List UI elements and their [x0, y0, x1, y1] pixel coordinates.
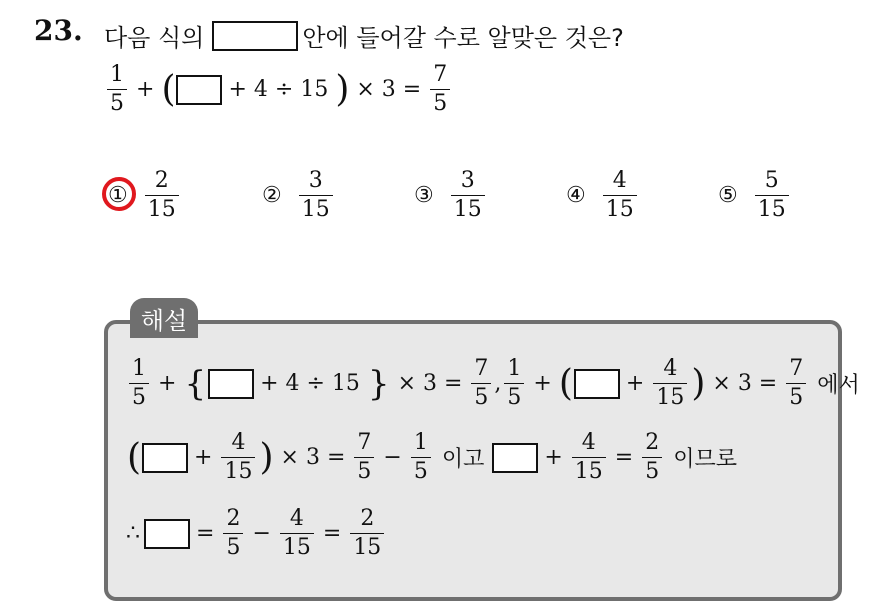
fraction: $\frac{2}{5}$ [642, 432, 662, 483]
choice-1[interactable] [108, 170, 182, 221]
right-paren: ) [691, 362, 706, 404]
fraction: $\frac{1}{5}$ [129, 358, 149, 409]
choice-label: ② [262, 183, 282, 208]
solution-line-3 [126, 508, 387, 559]
solution-title-tab: 해설 [130, 298, 198, 338]
question-prompt [104, 18, 624, 53]
times-3-equals: × 3 = [712, 371, 778, 396]
fraction: $\frac{1}{5}$ [107, 64, 127, 115]
question-equation [104, 64, 453, 115]
plus-sign: + [194, 445, 213, 470]
solution-line-1 [126, 358, 860, 409]
choice-fraction: $\frac{3}{15}$ [299, 170, 333, 221]
equals-sign: = [614, 445, 634, 470]
solution-blank-box [142, 443, 188, 473]
fraction: $\frac{4}{15}$ [653, 358, 687, 409]
choice-label: ③ [414, 183, 434, 208]
choice-label: ⑤ [718, 183, 738, 208]
times-3-equals: × 3 = [397, 371, 463, 396]
plus-4-div-15: + 4 ÷ 15 [228, 77, 329, 102]
connector-text: 이고 [441, 447, 485, 472]
choice-fraction: $\frac{2}{15}$ [145, 170, 179, 221]
choice-fraction: $\frac{3}{15}$ [451, 170, 485, 221]
choice-4[interactable] [566, 170, 640, 221]
times-3-equals: × 3 = [280, 445, 346, 470]
left-brace: { [184, 363, 207, 404]
right-paren: ) [259, 436, 274, 478]
solution-blank-box [208, 369, 254, 399]
choice-2[interactable] [262, 170, 336, 221]
solution-blank-box [492, 443, 538, 473]
therefore-symbol: ∴ [126, 521, 140, 546]
selected-answer-circle [102, 177, 136, 211]
suffix-text: 이므로 [673, 447, 737, 472]
times-3-equals: × 3 = [356, 77, 422, 102]
fraction: $\frac{4}{15}$ [221, 432, 255, 483]
equation-blank-box [176, 75, 222, 105]
solution-line-2 [126, 432, 737, 483]
solution-blank-box [144, 519, 190, 549]
plus-sign: + [136, 77, 155, 102]
choice-label: ④ [566, 183, 586, 208]
minus-sign: − [383, 445, 402, 470]
left-paren: ( [161, 68, 176, 110]
choice-fraction: $\frac{4}{15}$ [603, 170, 637, 221]
prompt-before: 다음 식의 [104, 24, 205, 52]
minus-sign: − [252, 521, 271, 546]
equals-sign: = [322, 521, 342, 546]
fraction: $\frac{7}{5}$ [354, 432, 374, 483]
equals-sign: = [196, 521, 215, 546]
fraction: $\frac{2}{15}$ [350, 508, 384, 559]
choice-fraction: $\frac{5}{15}$ [755, 170, 789, 221]
choice-label: ① [108, 183, 128, 208]
answer-blank-box [212, 21, 298, 51]
plus-sign: + [533, 371, 552, 396]
right-brace: } [367, 363, 390, 404]
choice-5[interactable] [718, 170, 792, 221]
fraction: $\frac{7}{5}$ [786, 358, 806, 409]
left-paren: ( [127, 436, 142, 478]
prompt-after: 안에 들어갈 수로 알맞은 것은? [302, 24, 624, 52]
fraction: $\frac{7}{5}$ [430, 64, 450, 115]
suffix-text: 에서 [817, 373, 860, 398]
fraction: $\frac{1}{5}$ [504, 358, 524, 409]
fraction: $\frac{7}{5}$ [471, 358, 491, 409]
plus-4-div-15: + 4 ÷ 15 [260, 371, 360, 396]
fraction: $\frac{1}{5}$ [411, 432, 431, 483]
fraction: $\frac{4}{15}$ [572, 432, 606, 483]
left-paren: ( [558, 362, 573, 404]
plus-sign: + [544, 445, 563, 470]
fraction: $\frac{4}{15}$ [280, 508, 314, 559]
right-paren: ) [335, 68, 350, 110]
comma: , [494, 371, 502, 396]
fraction: $\frac{2}{5}$ [223, 508, 243, 559]
solution-blank-box [574, 369, 620, 399]
plus-sign: + [158, 371, 177, 396]
choice-3[interactable] [414, 170, 488, 221]
plus-sign: + [625, 371, 645, 396]
question-number: 23. [34, 14, 83, 47]
